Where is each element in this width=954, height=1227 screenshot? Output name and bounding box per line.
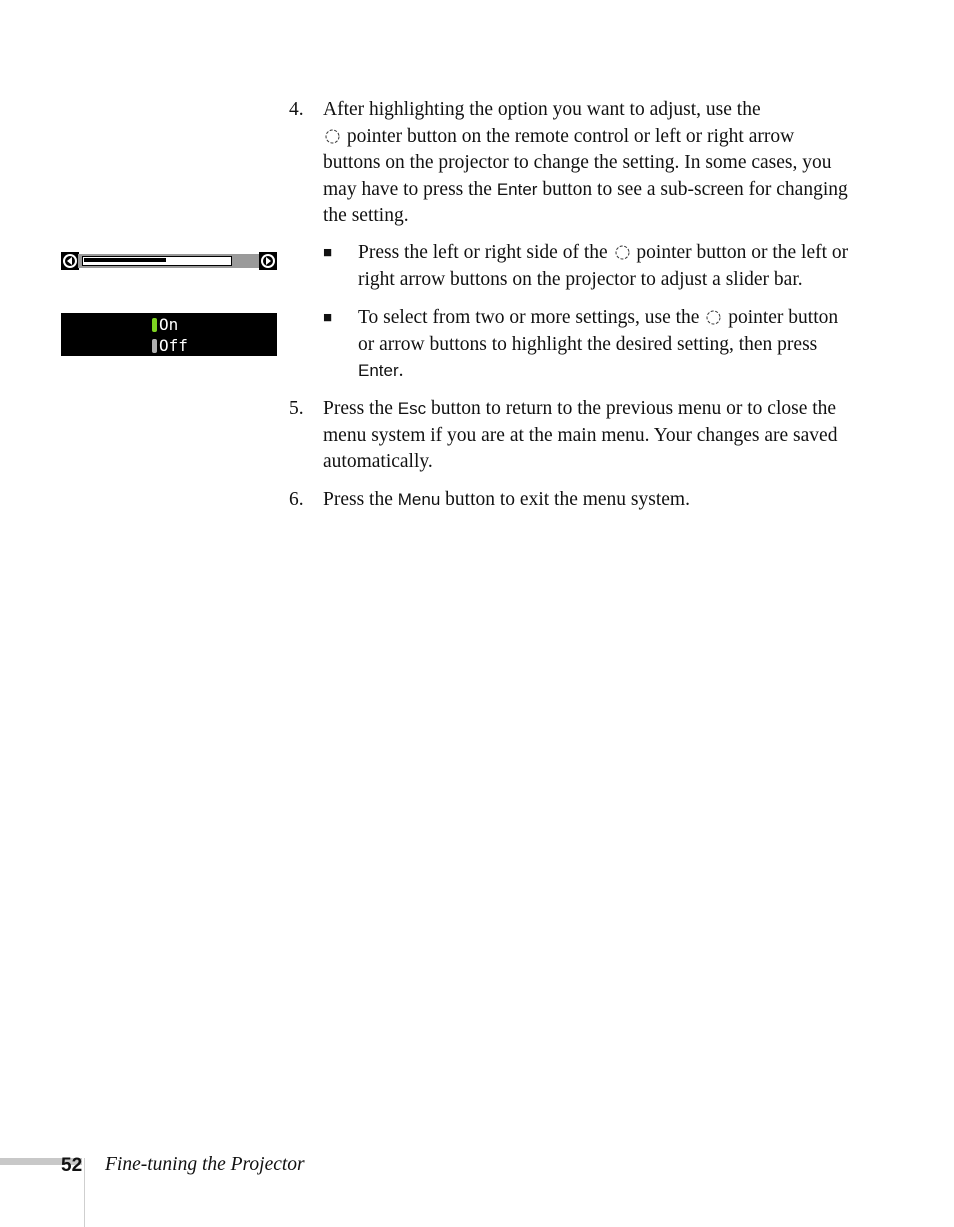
bullet-text: To select from two or more settings, use the pointer button or arrow buttons to highlight the desired setting, then press Enter. <box>358 307 839 381</box>
step-text: Press the Esc button to return to the previous menu or to close the menu system if you are at the main menu. Your changes are saved automatically. <box>323 398 838 472</box>
slider-bar-illustration <box>61 252 277 270</box>
left-arrow-icon <box>61 252 79 270</box>
bullet-mark: ■ <box>323 245 333 261</box>
step-number: 4. <box>289 99 304 120</box>
esc-key-label: Esc <box>397 399 427 418</box>
chapter-title: Fine-tuning the Projector <box>105 1154 305 1175</box>
step-text: Press the Menu button to exit the menu system. <box>323 489 690 510</box>
bullet-slider <box>323 240 854 293</box>
page-number: 52 <box>61 1155 83 1176</box>
selected-indicator-icon <box>152 318 157 332</box>
bullet-mark: ■ <box>323 310 333 326</box>
step-4 <box>289 97 854 230</box>
right-arrow-icon <box>259 252 277 270</box>
step-number: 5. <box>289 398 304 419</box>
unselected-indicator-icon <box>152 339 157 353</box>
option-on: On <box>152 315 178 335</box>
footer-divider <box>84 1158 85 1227</box>
pointer-button-icon <box>615 245 630 260</box>
slider-level-box <box>82 256 232 266</box>
pointer-button-icon <box>706 310 721 325</box>
on-off-setting-illustration <box>61 313 277 356</box>
bullet-select <box>323 305 854 385</box>
menu-key-label: Menu <box>397 490 441 509</box>
step-5 <box>289 396 854 476</box>
slider-fill <box>84 258 166 262</box>
option-off: Off <box>152 336 188 356</box>
bullet-text: Press the left or right side of the pointer button or the left or right arrow buttons on the projector to adjust a slider bar. <box>358 242 849 290</box>
step-text: After highlighting the option you want to adjust, use the pointer button on the remote control or left or right arrow buttons on the projector to change the setting. In some cases, you may have to press the Enter button to see a sub-screen for changing the setting. <box>323 99 848 226</box>
enter-key-label: Enter <box>358 361 399 380</box>
step-6 <box>289 487 854 514</box>
pointer-button-icon <box>325 129 340 144</box>
enter-key-label: Enter <box>496 179 538 199</box>
step-number: 6. <box>289 489 304 510</box>
